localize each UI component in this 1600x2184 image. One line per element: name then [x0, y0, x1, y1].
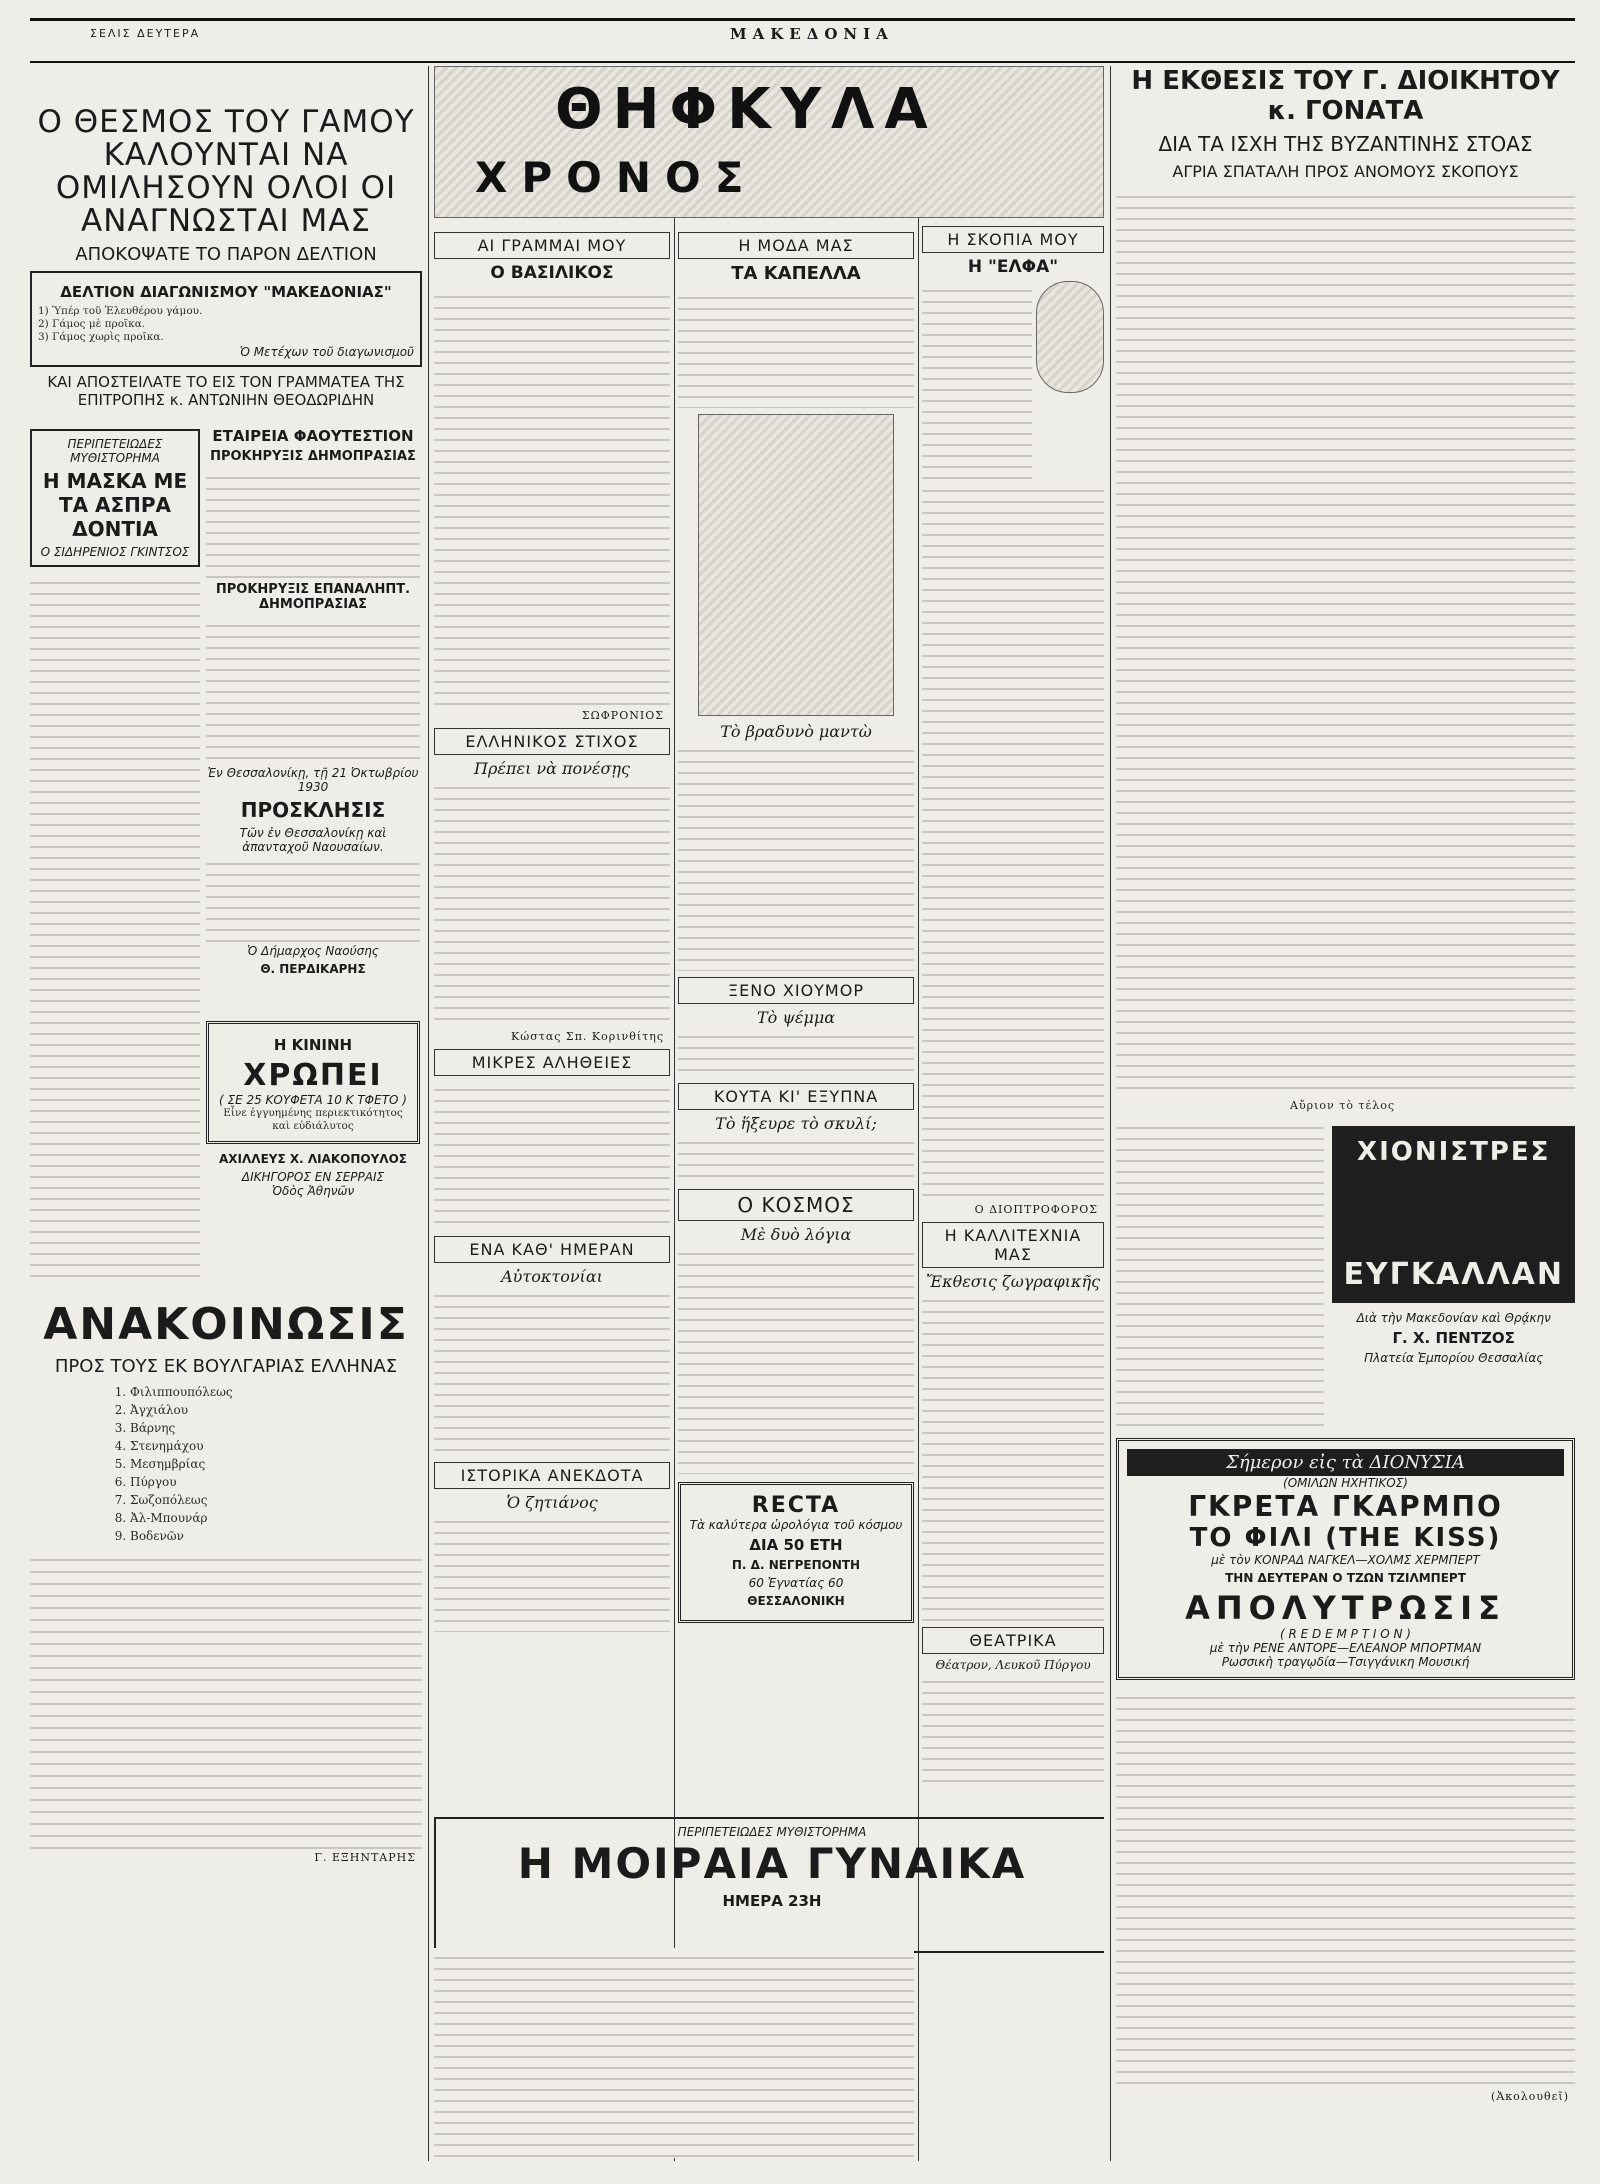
theatre-sub: Θέατρον, Λευκοῦ Πύργου: [935, 1658, 1091, 1672]
section-verse: ΕΛΛΗΝΙΚΟΣ ΣΤΙΧΟΣ: [434, 728, 670, 755]
snow-brand: ΧΙΟΝΙΣΤΡΕΣ: [1357, 1137, 1551, 1167]
verse-title: Πρέπει νὰ πονέσῃς: [474, 759, 630, 778]
fashion-text: [678, 288, 914, 408]
tender-repeat-title: ΠΡΟΚΗΡΥΞΙΣ ΕΠΑΝΑΛΗΠΤ. ΔΗΜΟΠΡΑΣΙΑΣ: [215, 581, 411, 612]
cinema-film: ΤΟ ΦΙΛΙ (THE KISS): [1189, 1523, 1502, 1553]
cinema-today: Σήμερον εἰς τὰ ΔΙΟΝΥΣΙΑ: [1127, 1449, 1564, 1476]
aim-title: Η "ΕΛΦΑ": [967, 257, 1059, 277]
serial-banner: [434, 1817, 1104, 1953]
section-anecdotes: ΙΣΤΟΡΙΚΑ ΑΝΕΚΔΟΤΑ: [434, 1462, 670, 1489]
section-truths: ΜΙΚΡΕΣ ΑΛΗΘΕΙΕΣ: [434, 1049, 670, 1076]
tender-date: Ἐν Θεσσαλονίκῃ, τῇ 21 Ὀκτωβρίου 1930: [207, 765, 419, 794]
cinema-film2: ΑΠΟΛΥΤΡΩΣΙΣ: [1185, 1589, 1506, 1627]
tender-repeat-text: [206, 616, 420, 766]
list-item: 8. Ἀλ-Μπουνάρ: [130, 1509, 422, 1527]
contest-coupon: [30, 271, 422, 367]
snow-spacer: [1343, 1167, 1564, 1257]
daily-text: [434, 1286, 670, 1456]
basil-text: [434, 287, 670, 707]
cartoon-title: ΘΗΦΚΥΛΑ: [555, 77, 938, 142]
section-daily: ΕΝΑ ΚΑΘ' ΗΜΕΡΑΝ: [434, 1236, 670, 1263]
invite-text: [206, 854, 420, 944]
cinema-ad: [1116, 1438, 1575, 1680]
serial-title: Η ΜΟΙΡΑΙΑ ΓΥΝΑΙΚΑ: [517, 1839, 1027, 1888]
coupon-title: ΔΕΛΤΙΟΝ ΔΙΑΓΩΝΙΣΜΟΥ "ΜΑΚΕΔΟΝΙΑΣ": [60, 283, 392, 301]
anecdote-title: Ὁ ζητιάνος: [506, 1493, 598, 1512]
aim-row: [922, 281, 1104, 481]
serial-series: ΠΕΡΙΠΕΤΕΙΩΔΕΣ ΜΥΘΙΣΤΟΡΗΜΑ: [677, 1825, 867, 1839]
mask-text: [30, 573, 200, 1013]
masthead: [30, 18, 1575, 63]
coupon-option: 3) Γάμος χωρὶς προῖκα.: [38, 331, 164, 344]
lawyer-street: Ὁδὸς Ἀθηνῶν: [271, 1184, 355, 1199]
recta-ad: [678, 1482, 914, 1623]
subcolumn-aim: [922, 96, 1104, 1782]
list-item: 4. Στενημάχου: [130, 1437, 422, 1455]
theatre-text: [922, 1672, 1104, 1782]
fashion-caption: Τὸ βραδυνὸ μαντὼ: [720, 722, 872, 741]
announcement-text: [30, 1549, 422, 1849]
coupon-option: 2) Γάμος μὲ προῖκα.: [38, 318, 146, 331]
snow-product: ΕΥΓΚΑΛΛΑΝ: [1343, 1257, 1564, 1292]
column-right: [1116, 66, 1575, 2161]
column-rule: [1110, 66, 1111, 2161]
snow-row: [1116, 1118, 1575, 1428]
invite-title: ΠΡΟΣΚΛΗΣΙΣ: [240, 797, 386, 822]
exhibit-title: Η ΕΚΘΕΣΙΣ ΤΟΥ Γ. ΔΙΟΙΚΗΤΟΥ κ. ΓΟΝΑΤΑ: [1131, 66, 1560, 126]
list-item: 9. Βοδενῶν: [130, 1527, 422, 1545]
recta-line: Π. Δ. ΝΕΓΡΕΠΟΝΤΗ: [731, 1558, 861, 1572]
trap-text: [678, 1133, 914, 1183]
mayor-name: Θ. ΠΕΡΔΙΚΑΡΗΣ: [260, 961, 366, 976]
mayor-title: Ὁ Δήμαρχος Ναούσης: [247, 943, 379, 958]
snow-ad-wrap: [1332, 1118, 1575, 1428]
recta-line: Τὰ καλύτερα ὡρολόγια τοῦ κόσμου: [689, 1518, 903, 1532]
section-art: Η ΚΑΛΛΙΤΕΧΝΙΑ ΜΑΣ: [922, 1222, 1104, 1268]
mask-title: Η ΜΑΣΚΑ ΜΕ ΤΑ ΑΣΠΡΑ ΔΟΝΤΙΑ: [42, 468, 188, 541]
snow-for: Διὰ τὴν Μακεδονίαν καὶ Θρᾴκην: [1356, 1311, 1551, 1325]
ads-column: [206, 1013, 420, 1283]
recta-line: ΔΙΑ 50 ΕΤΗ: [749, 1536, 843, 1554]
exhibit-sub: ΔΙΑ ΤΑ ΙΣΧΗ ΤΗΣ ΒΥΖΑΝΤΙΝΗΣ ΣΤΟΑΣ: [1158, 132, 1533, 156]
lawyer-title: ΔΙΚΗΓΟΡΟΣ ΕΝ ΣΕΡΡΑΙΣ: [241, 1170, 385, 1185]
recta-line: 60 Ἐγνατίας 60: [748, 1576, 844, 1590]
snow-name: Γ. Χ. ΠΕΝΤΖΟΣ: [1392, 1329, 1515, 1347]
announcement-signer: Γ. ΕΞΗΝΤΑΡΗΣ: [314, 1850, 416, 1864]
cinema-kind: (ΟΜΙΛΩΝ ΗΧΗΤΙΚΟΣ): [1283, 1476, 1408, 1490]
newspaper-page: [30, 18, 1575, 2168]
world-text: [678, 1244, 914, 1474]
section-theatre: ΘΕΑΤΡΙΚΑ: [922, 1627, 1104, 1654]
daily-title: Αὐτοκτονίαι: [501, 1267, 603, 1286]
cinema-film2-by: μὲ τὴν ΡΕΝΕ ΑΝΤΟΡΕ—ΕΛΕΑΝΟΡ ΜΠΟΡΤΜΑΝ: [1209, 1641, 1482, 1655]
exhibit-sub2: ΑΓΡΙΑ ΣΠΑΤΑΛΗ ΠΡΟΣ ΑΝΟΜΟΥΣ ΣΚΟΠΟΥΣ: [1172, 162, 1519, 181]
invite-sub: Τῶν ἐν Θεσσαλονίκῃ καὶ ἀπανταχοῦ Ναουσαίων.: [239, 825, 387, 854]
subcolumn-fashion: [678, 226, 914, 1631]
page-label: ΣΕΛΙΣ ΔΕΥΤΕΡΑ: [90, 27, 201, 40]
fashion-illustration: [698, 414, 894, 716]
list-item: 3. Βάρνης: [130, 1419, 422, 1437]
humour-title: Τὸ ψέμμα: [756, 1008, 836, 1027]
serial-day: ΗΜΕΡΑ 23Η: [722, 1892, 822, 1910]
serial-text-continued: [1116, 1688, 1575, 2088]
contest-send: ΚΑΙ ΑΠΟΣΤΕΙΛΑΤΕ ΤΟ ΕΙΣ ΤΟΝ ΓΡΑΜΜΑΤΕΑ ΤΗΣ ΕΠΙΤΡΟΠΗΣ κ. ΑΝΤΩΝΙΗΝ ΘΕΟΔΩΡΙΔΗΝ: [47, 372, 405, 409]
list-item: 7. Σωζοπόλεως: [130, 1491, 422, 1509]
section-lines: ΑΙ ΓΡΑΜΜΑΙ ΜΟΥ: [434, 232, 670, 259]
newspaper-name: ΜΑΚΕΔΟΝΙΑ: [730, 25, 894, 43]
tender-column: [206, 423, 420, 1013]
world-title: Μὲ δυὸ λόγια: [740, 1225, 852, 1244]
exhibit-text: [1116, 187, 1575, 1097]
contest-headline: Ο ΘΕΣΜΟΣ ΤΟΥ ΓΑΜΟΥ ΚΑΛΟΥΝΤΑΙ ΝΑ ΟΜΙΛΗΣΟΥΝ ΟΛΟΙ ΟΙ ΑΝΑΓΝΩΣΤΑΙ ΜΑΣ: [37, 104, 415, 239]
communities-list: [90, 1383, 422, 1545]
aim-text: [922, 281, 1032, 481]
exhibit-tomorrow: Αὔριον τὸ τέλος: [1290, 1099, 1395, 1112]
coupon-option: 1) Ὑπέρ τοῦ Ἐλευθέρου γάμου.: [38, 305, 203, 317]
caricature-illustration: [1036, 281, 1104, 393]
serial-continues: (Ἀκολουθεῖ): [1491, 2090, 1569, 2103]
ads-row: [30, 1013, 422, 1283]
column-left: [30, 66, 422, 2161]
trap-title: Τὸ ἥξευρε τὸ σκυλί;: [715, 1114, 877, 1133]
list-item: 5. Μεσημβρίας: [130, 1455, 422, 1473]
section-world: Ο ΚΟΣΜΟΣ: [678, 1189, 914, 1221]
quinine-brand: ΧΡΩΠΕΙ: [243, 1057, 383, 1093]
lawyer-name: ΑΧΙΛΛΕΥΣ Χ. ΛΙΑΚΟΠΟΥΛΟΣ: [219, 1152, 407, 1167]
section-trap: ΚΟΥΤΑ ΚΙ' ΕΞΥΠΝΑ: [678, 1083, 914, 1110]
humour-text: [678, 1027, 914, 1077]
quinine-name: Η ΚΙΝΙΝΗ: [273, 1035, 353, 1054]
coupon-participant: Ὁ Μετέχων τοῦ διαγωνισμοῦ: [239, 344, 414, 359]
mask-subtitle: Ο ΣΙΔΗΡΕΝΙΟΣ ΓΚΙΝΤΣΟΣ: [40, 544, 190, 559]
mask-banner: [30, 429, 200, 567]
tender-text: [206, 468, 420, 578]
fashion-text-more: [678, 741, 914, 971]
quinine-note: Εἶνε ἐγγυημένης περιεκτικότητος καὶ εὐδιάλυτος: [223, 1106, 403, 1132]
announcement-sub: ΠΡΟΣ ΤΟΥΣ ΕΚ ΒΟΥΛΓΑΡΙΑΣ ΕΛΛΗΝΑΣ: [54, 1355, 398, 1377]
cinema-music: Ρωσσικὴ τραγῳδία—Τσιγγάνικη Μουσική: [1221, 1655, 1470, 1669]
recta-name: RECTA: [751, 1493, 841, 1518]
mask-text-continued: [30, 1013, 200, 1283]
announcement-title: ΑΝΑΚΟΙΝΩΣΙΣ: [43, 1298, 409, 1350]
snow-address: Πλατεία Ἐμπορίου Θεσσαλίας: [1364, 1351, 1544, 1365]
art-title: Ἔκθεσις ζωγραφικῆς: [925, 1272, 1101, 1291]
cartoon-subtitle: ΧΡΟΝΟΣ: [475, 153, 758, 202]
contest-subhead: ΑΠΟΚΟΨΑΤΕ ΤΟ ΠΑΡΟΝ ΔΕΛΤΙΟΝ: [75, 244, 377, 265]
list-item: 2. Ἀγχιάλου: [130, 1401, 422, 1419]
column-middle: [434, 66, 1104, 2161]
serial-text: [434, 1948, 914, 2158]
section-aim: Η ΣΚΟΠΙΑ ΜΟΥ: [922, 226, 1104, 253]
recta-line: ΘΕΣΣΑΛΟΝΙΚΗ: [747, 1594, 845, 1608]
list-item: 6. Πύργου: [130, 1473, 422, 1491]
exhibit-text-more: [1116, 1118, 1324, 1428]
aim-text-more: [922, 481, 1104, 1201]
quinine-tag: ( ΣΕ 25 ΚΟΥΦΕΤΑ 10 Κ ΤΦΕΤΟ ): [219, 1092, 407, 1107]
aim-signer: Ο ΔΙΟΠΤΡΟΦΟΡΟΣ: [974, 1203, 1098, 1216]
basil-title: Ο ΒΑΣΙΛΙΚΟΣ: [490, 263, 614, 283]
cinema-film-by: μὲ τὸν ΚΟΝΡΑΔ ΝΑΓΚΕΛ—ΧΟΛΜΣ ΧΕΡΜΠΕΡΤ: [1211, 1553, 1480, 1567]
tender-title: ΠΡΟΚΗΡΥΞΙΣ ΔΗΜΟΠΡΑΣΙΑΣ: [210, 448, 416, 464]
art-text: [922, 1291, 1104, 1621]
section-humour: ΞΕΝΟ ΧΙΟΥΜΟΡ: [678, 977, 914, 1004]
anecdote-text: [434, 1512, 670, 1632]
mask-column: [30, 423, 200, 1013]
mask-series: ΠΕΡΙΠΕΤΕΙΩΔΕΣ ΜΥΘΙΣΤΟΡΗΜΑ: [67, 436, 163, 465]
quinine-ad: [206, 1021, 420, 1144]
truths-text: [434, 1080, 670, 1230]
cinema-star: ΓΚΡΕΤΑ ΓΚΑΡΜΠΟ: [1188, 1490, 1503, 1523]
cinema-next: ΤΗΝ ΔΕΥΤΕΡΑΝ Ο ΤΖΩΝ ΤΖΙΛΜΠΕΡΤ: [1225, 1571, 1466, 1585]
cinema-film2-sub: ( R E D E M P T I O N ): [1280, 1627, 1411, 1641]
basil-signer: ΣΩΦΡΟΝΙΟΣ: [581, 709, 664, 722]
verse-signer: Κώστας Σπ. Κορινθίτης: [511, 1030, 664, 1043]
section-fashion: Η ΜΟΔΑ ΜΑΣ: [678, 232, 914, 259]
fashion-title: ΤΑ ΚΑΠΕΛΛΑ: [731, 263, 861, 284]
snow-ad: [1332, 1126, 1575, 1303]
list-item: 1. Φιλιππουπόλεως: [130, 1383, 422, 1401]
verse-text: [434, 778, 670, 1028]
subcolumn-lines: [434, 226, 670, 1632]
column-rule: [428, 66, 429, 2161]
notices-row: [30, 423, 422, 1013]
company-name: ΕΤΑΙΡΕΙΑ ΦΑΟΥΤΕΣΤΙΟΝ: [212, 426, 414, 445]
